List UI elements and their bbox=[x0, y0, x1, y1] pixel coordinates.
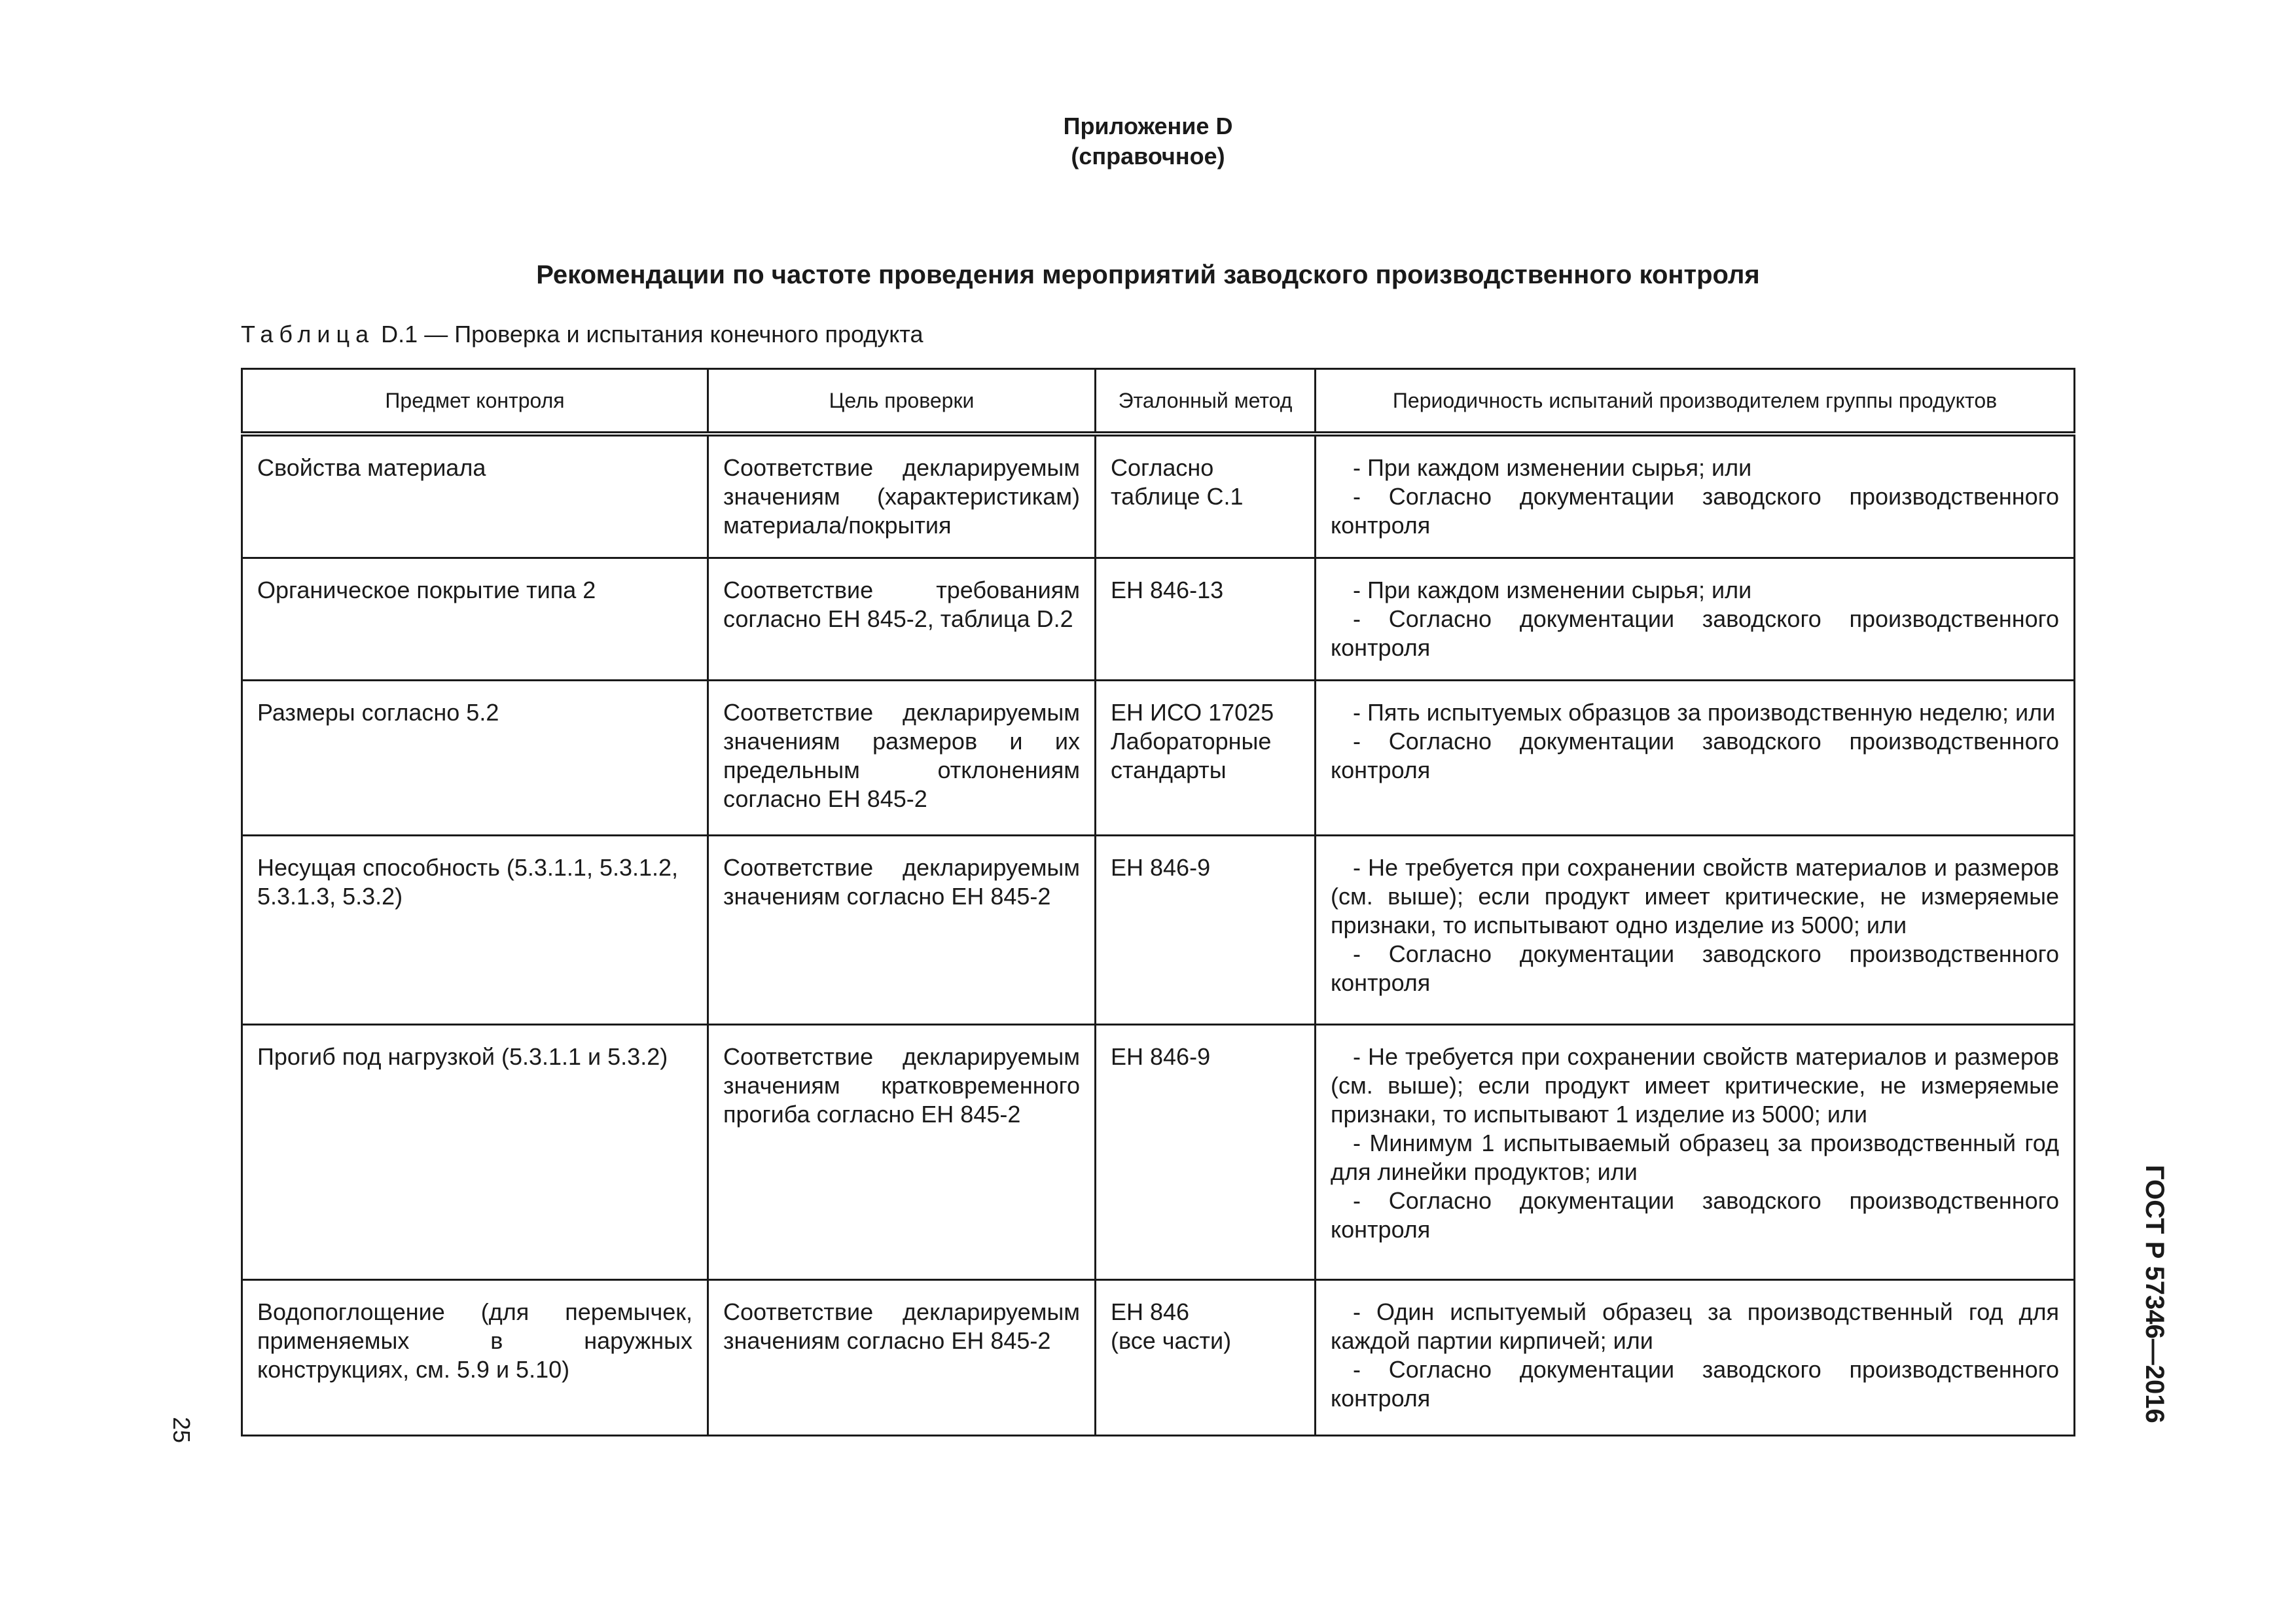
table-caption-label: Таблица bbox=[241, 321, 375, 348]
cell-frequency bbox=[1316, 836, 2075, 1025]
frequency-item: - Минимум 1 испытываемый образец за производственный год для линейки продуктов; или bbox=[1331, 1129, 2059, 1185]
cell-subject: Прогиб под нагрузкой (5.3.1.1 и 5.3.2) bbox=[242, 1024, 708, 1280]
table-row bbox=[242, 836, 2075, 1025]
table-caption bbox=[241, 321, 924, 348]
header-subject: Предмет контроля bbox=[242, 369, 708, 435]
frequency-item: - Не требуется при сохранении свойств материалов и размеров (см. выше); если продукт имеет критические, не измеряемые признаки, то испытывают одно изделие из 5000; или bbox=[1331, 854, 2059, 939]
cell-frequency bbox=[1316, 1280, 2075, 1436]
table-row bbox=[242, 434, 2075, 558]
frequency-item: - Согласно документации заводского производственного контроля bbox=[1331, 1356, 2059, 1412]
frequency-item: - Не требуется при сохранении свойств материалов и размеров (см. выше); если продукт имеет критические, не измеряемые признаки, то испытывают 1 изделие из 5000; или bbox=[1331, 1043, 2059, 1128]
cell-subject: Размеры согласно 5.2 bbox=[242, 680, 708, 836]
frequency-item: - При каждом изменении сырья; или bbox=[1353, 577, 1752, 603]
cell-method: ЕН 846-9 bbox=[1096, 836, 1316, 1025]
frequency-item: - Согласно документации заводского производственного контроля bbox=[1331, 1186, 2059, 1243]
table-row bbox=[242, 1280, 2075, 1436]
cell-subject: Несущая способность (5.3.1.1, 5.3.1.2, 5.3.1.3, 5.3.2) bbox=[242, 836, 708, 1025]
frequency-item: - При каждом изменении сырья; или bbox=[1353, 454, 1752, 481]
cell-frequency bbox=[1316, 558, 2075, 681]
header-method: Эталонный метод bbox=[1096, 369, 1316, 435]
cell-subject: Свойства материала bbox=[242, 434, 708, 558]
cell-method: ЕН ИСО 17025 Лабораторные стандарты bbox=[1096, 680, 1316, 836]
page-number: 25 bbox=[168, 1417, 195, 1444]
standard-code: ГОСТ Р 57346—2016 bbox=[2140, 1165, 2169, 1423]
cell-method: Согласно таблице С.1 bbox=[1096, 434, 1316, 558]
annex-subtitle: (справочное) bbox=[1071, 143, 1225, 169]
document-title: Рекомендации по частоте проведения мероприятий заводского производственного контроля bbox=[536, 260, 1760, 289]
annex-title: Приложение D bbox=[1063, 113, 1233, 139]
cell-purpose: Соответствие декларируемым значениям согласно ЕН 845-2 bbox=[708, 1280, 1096, 1436]
cell-method: ЕН 846-13 bbox=[1096, 558, 1316, 681]
cell-frequency bbox=[1316, 1024, 2075, 1280]
cell-frequency bbox=[1316, 434, 2075, 558]
frequency-item: - Пять испытуемых образцов за производственную неделю; или bbox=[1353, 698, 2056, 726]
inspection-table bbox=[241, 368, 2075, 1436]
annex-heading bbox=[0, 111, 2296, 171]
frequency-item: - Согласно документации заводского производственного контроля bbox=[1331, 940, 2059, 997]
cell-purpose: Соответствие требованиям согласно ЕН 845-2, таблица D.2 bbox=[708, 558, 1096, 681]
cell-method: ЕН 846-9 bbox=[1096, 1024, 1316, 1280]
table-row bbox=[242, 1024, 2075, 1280]
cell-subject: Органическое покрытие типа 2 bbox=[242, 558, 708, 681]
table-header-row bbox=[242, 369, 2075, 435]
cell-subject: Водопоглощение (для перемычек, применяемых в наружных конструкциях, см. 5.9 и 5.10) bbox=[242, 1280, 708, 1436]
table-row bbox=[242, 680, 2075, 836]
table-caption-text: D.1 — Проверка и испытания конечного продукта bbox=[381, 321, 924, 348]
frequency-item: - Согласно документации заводского производственного контроля bbox=[1331, 483, 2059, 539]
frequency-item: - Один испытуемый образец за производственный год для каждой партии кирпичей; или bbox=[1331, 1298, 2059, 1355]
header-purpose: Цель проверки bbox=[708, 369, 1096, 435]
cell-purpose: Соответствие декларируемым значениям (характеристикам) материала/покрытия bbox=[708, 434, 1096, 558]
cell-purpose: Соответствие декларируемым значениям размеров и их предельным отклонениям согласно ЕН 845-2 bbox=[708, 680, 1096, 836]
frequency-item: - Согласно документации заводского производственного контроля bbox=[1331, 605, 2059, 661]
cell-frequency bbox=[1316, 680, 2075, 836]
header-frequency: Периодичность испытаний производителем группы продуктов bbox=[1316, 369, 2075, 435]
cell-purpose: Соответствие декларируемым значениям кратковременного прогиба согласно ЕН 845-2 bbox=[708, 1024, 1096, 1280]
cell-method: ЕН 846 (все части) bbox=[1096, 1280, 1316, 1436]
table-row bbox=[242, 558, 2075, 681]
cell-purpose: Соответствие декларируемым значениям согласно ЕН 845-2 bbox=[708, 836, 1096, 1025]
frequency-item: - Согласно документации заводского производственного контроля bbox=[1331, 727, 2059, 783]
